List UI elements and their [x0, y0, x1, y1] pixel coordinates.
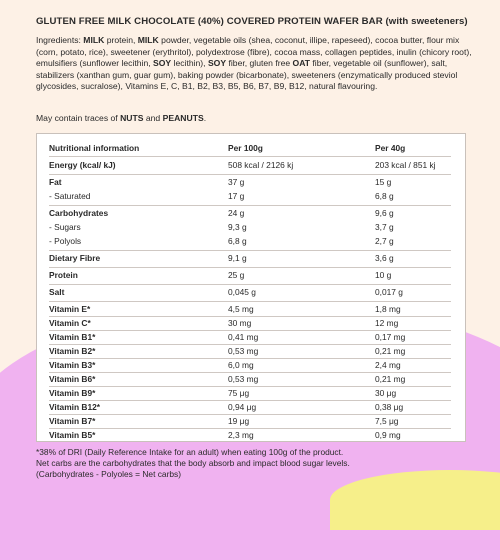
value-per-100g: 0,94 μg	[228, 402, 257, 412]
divider	[49, 284, 451, 285]
nutrient-name: Protein	[49, 270, 78, 280]
nutrient-name: Dietary Fibre	[49, 253, 101, 263]
value-per-100g: 37 g	[228, 177, 245, 187]
value-per-100g: 19 μg	[228, 416, 250, 426]
value-per-40g: 2,7 g	[375, 236, 394, 246]
nutrient-name: Carbohydrates	[49, 208, 109, 218]
value-per-100g: 9,1 g	[228, 253, 247, 263]
nutrient-name: Fat	[49, 177, 62, 187]
nutrient-name: - Polyols	[49, 236, 82, 246]
footnotes	[36, 447, 486, 481]
traces-segment: May contain traces of	[36, 113, 121, 123]
value-per-100g: 508 kcal / 2126 kj	[228, 160, 294, 170]
value-per-40g: 203 kcal / 851 kj	[375, 160, 436, 170]
value-per-100g: 0,53 mg	[228, 374, 259, 384]
value-per-100g: 9,3 g	[228, 222, 247, 232]
value-per-40g: 10 g	[375, 270, 392, 280]
ingredients-allergen: MILK	[83, 35, 105, 45]
nutrient-name: Vitamin B3*	[49, 360, 96, 370]
value-per-100g: 0,41 mg	[228, 332, 259, 342]
divider	[49, 250, 451, 251]
ingredients-allergen: SOY	[153, 58, 172, 69]
table-row-energy	[49, 159, 453, 172]
value-per-40g: 9,6 g	[375, 208, 394, 218]
table-row-sugars	[49, 221, 453, 234]
ingredients-text	[36, 35, 476, 93]
table-row-fibre	[49, 252, 453, 265]
value-per-100g: 6,8 g	[228, 236, 247, 246]
ingredients-allergen: OAT	[292, 58, 311, 69]
table-row-vitamin-b2	[49, 345, 453, 358]
value-per-40g: 6,8 g	[375, 191, 394, 201]
table-row-vitamin-b1	[49, 331, 453, 344]
ingredients-segment: Ingredients:	[36, 35, 84, 45]
ingredients-allergen: MILK	[137, 35, 159, 45]
header-nutrient: Nutritional information	[49, 143, 140, 153]
ingredients-segment: lecithin),	[171, 58, 208, 69]
value-per-40g: 2,4 mg	[375, 360, 401, 370]
table-row-carbohydrates	[49, 207, 453, 220]
value-per-40g: 7,5 μg	[375, 416, 399, 426]
table-row-protein	[49, 269, 453, 282]
header-per-40g: Per 40g	[375, 143, 406, 153]
table-row-polyols	[49, 235, 453, 248]
nutrient-name: - Saturated	[49, 191, 91, 201]
divider	[49, 205, 451, 206]
table-row-salt	[49, 286, 453, 299]
value-per-100g: 4,5 mg	[228, 304, 254, 314]
value-per-40g: 0,21 mg	[375, 346, 406, 356]
value-per-100g: 17 g	[228, 191, 245, 201]
nutrient-name: Vitamin B5*	[49, 430, 96, 440]
value-per-40g: 0,38 μg	[375, 402, 404, 412]
table-row-vitamin-b5	[49, 429, 453, 442]
table-row-vitamin-b6	[49, 373, 453, 386]
value-per-40g: 1,8 mg	[375, 304, 401, 314]
value-per-40g: 0,21 mg	[375, 374, 406, 384]
value-per-100g: 2,3 mg	[228, 430, 254, 440]
traces-allergen: NUTS	[120, 113, 144, 123]
table-row-vitamin-e	[49, 303, 453, 316]
nutrient-name	[49, 159, 116, 172]
divider	[49, 267, 451, 268]
value-per-40g: 15 g	[375, 177, 392, 187]
value-per-100g: 24 g	[228, 208, 245, 218]
value-per-40g: 3,7 g	[375, 222, 394, 232]
footnote-net-carbs: Net carbs are the carbohydrates that the body absorb and impact blood sugar levels.	[36, 458, 350, 469]
energy-label: Energy	[49, 160, 78, 170]
value-per-100g: 0,53 mg	[228, 346, 259, 356]
nutrition-table	[36, 133, 466, 442]
nutrient-name: Vitamin B9*	[49, 388, 96, 398]
nutrient-name: Salt	[49, 287, 65, 297]
nutrient-name: Vitamin B2*	[49, 346, 96, 356]
ingredients-allergen: SOY	[207, 58, 227, 69]
value-per-40g: 30 μg	[375, 388, 397, 398]
divider	[49, 301, 451, 302]
header-per-100g: Per 100g	[228, 143, 263, 153]
table-row-fat	[49, 176, 453, 189]
footnote-formula: (Carbohydrates - Polyoles = Net carbs)	[36, 469, 181, 480]
nutrient-name: Vitamin B1*	[49, 332, 96, 342]
ingredients-segment: fiber, vegetable oil (sunflower), salt, stabilizers (xanthan gum, guar gum), baking powder (bicarbonate), sweeteners (enzymatically produced steviol glycosides, sucralose), Vitamins E, C, B1, B2, B3, B5, B6, B7, B9, B12, natural flavouring.	[36, 58, 458, 92]
table-row-vitamin-b3	[49, 359, 453, 372]
value-per-100g: 6,0 mg	[228, 360, 254, 370]
table-row-saturated	[49, 190, 453, 203]
value-per-40g: 12 mg	[375, 318, 399, 328]
traces-warning	[36, 113, 476, 123]
traces-segment: and	[143, 113, 163, 123]
nutrient-name: Vitamin B7*	[49, 416, 96, 426]
traces-allergen: PEANUTS	[162, 113, 204, 123]
traces-segment: .	[203, 113, 207, 123]
value-per-40g: 3,6 g	[375, 253, 394, 263]
value-per-100g: 25 g	[228, 270, 245, 280]
ingredients-segment: powder, vegetable oils (shea, coconut, illipe, rapeseed), cocoa butter, flour mix (corn, potato, rice), sweetener (erythritol), polydextrose (fibre), cocoa mass, collagen peptides, inulin (chicory root), emulsifiers (sunflower lecithin,	[36, 35, 472, 69]
product-title: GLUTEN FREE MILK CHOCOLATE (40%) COVERED PROTEIN WAFER BAR (with sweeteners)	[36, 16, 468, 27]
nutrient-name: - Sugars	[49, 222, 81, 232]
value-per-40g: 0,9 mg	[375, 430, 401, 440]
ingredients-segment: protein,	[104, 35, 138, 45]
nutrient-name: Vitamin C*	[49, 318, 91, 328]
nutrient-name: Vitamin B12*	[49, 402, 101, 412]
value-per-100g: 75 μg	[228, 388, 250, 398]
table-row-vitamin-b12	[49, 401, 453, 414]
nutrient-name: Vitamin B6*	[49, 374, 96, 384]
table-row-vitamin-b9	[49, 387, 453, 400]
value-per-40g: 0,17 mg	[375, 332, 406, 342]
divider	[49, 174, 451, 175]
table-header-row	[49, 142, 453, 155]
value-per-100g: 0,045 g	[228, 287, 256, 297]
divider	[49, 156, 451, 157]
footnote-dri: *38% of DRI (Daily Reference Intake for an adult) when eating 100g of the product.	[36, 447, 344, 457]
table-row-vitamin-c	[49, 317, 453, 330]
table-row-vitamin-b7	[49, 415, 453, 428]
nutrient-name: Vitamin E*	[49, 304, 91, 314]
energy-unit: (kcal/ kJ)	[79, 160, 116, 170]
value-per-40g: 0,017 g	[375, 287, 403, 297]
ingredients-segment: fiber, gluten free	[226, 58, 293, 69]
value-per-100g: 30 mg	[228, 318, 252, 328]
